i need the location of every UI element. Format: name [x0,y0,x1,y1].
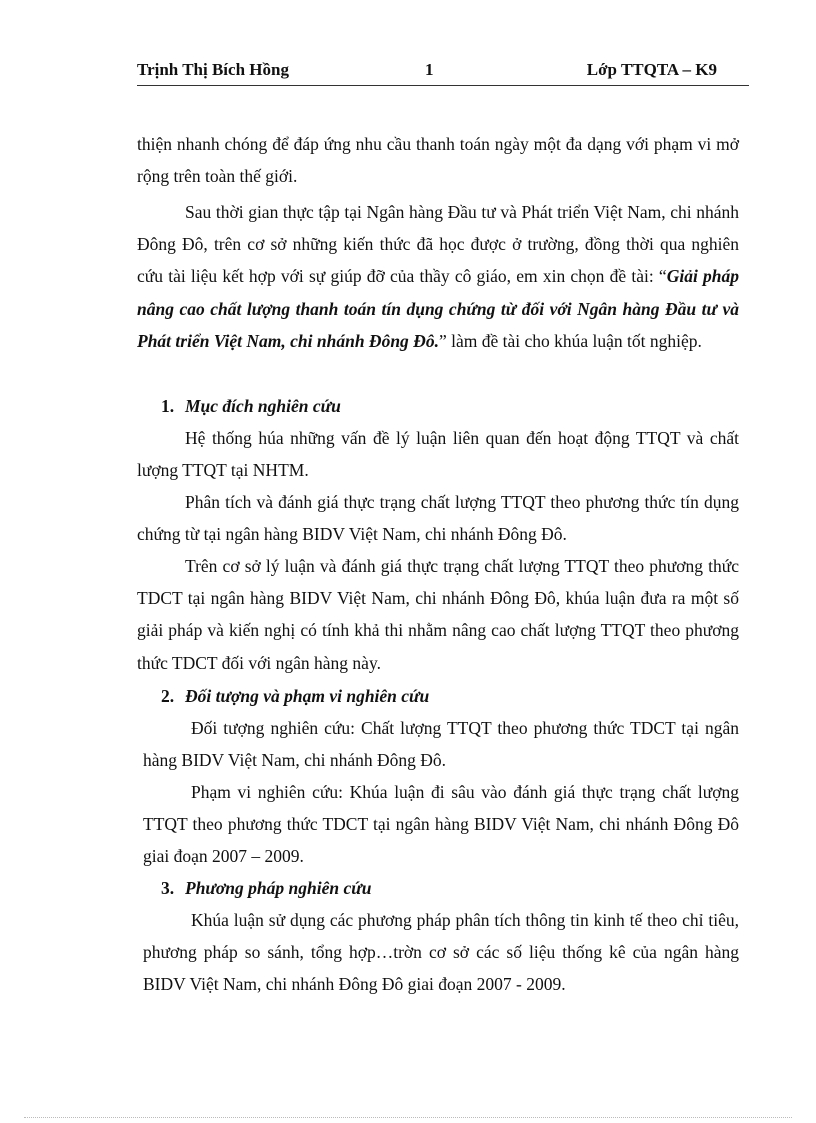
section-number: 1. [161,396,175,416]
section-title: Đối tượng và phạm vi nghiên cứu [185,686,430,706]
paragraph-methods-1: Khúa luận sử dụng các phương pháp phân tích thông tin kinh tế theo chỉ tiêu, phương pháp so sánh, tổng hợp…trờn cơ sở các số liệu thống kê của ngân hàng BIDV Việt Nam, chi nhánh Đông Đô giai đoạn 2007 - 2009. [143,910,739,995]
paragraph-scope-1: Đối tượng nghiên cứu: Chất lượng TTQT theo phương thức TDCT tại ngân hàng BIDV Việt Nam, chi nhánh Đông Đô. [143,718,739,771]
section-number: 3. [161,878,175,898]
header-class: Lớp TTQTA – K9 [586,60,717,79]
paragraph-scope-2: Phạm vi nghiên cứu: Khúa luận đi sâu vào đánh giá thực trạng chất lượng TTQT theo phương thức TDCT tại ngân hàng BIDV Việt Nam, chi nhánh Đông Đô giai đoạn 2007 – 2009. [143,782,739,867]
thesis-title: Giải pháp nâng cao chất lượng thanh toán tín dụng chứng từ đối với Ngân hàng Đầu tư và Phát triển Việt Nam, chi nhánh Đông Đô. [137,266,739,351]
section-title: Mục đích nghiên cứu [185,396,341,416]
header-author: Trịnh Thị Bích Hồng [137,60,289,79]
paragraph-purpose-2: Phân tích và đánh giá thực trạng chất lượng TTQT theo phương thức tín dụng chứng từ tại ngân hàng BIDV Việt Nam, chi nhánh Đông Đô. [137,492,739,545]
footer-dotted-line [24,1117,792,1118]
paragraph-purpose-1: Hệ thống húa những vấn đề lý luận liên quan đến hoạt động TTQT và chất lượng TTQT tại NHTM. [137,428,739,481]
page-header [137,58,749,88]
header-divider [137,85,749,86]
topic-intro-text: Sau thời gian thực tập tại Ngân hàng Đầu tư và Phát triển Việt Nam, chi nhánh Đông Đô, trên cơ sở những kiến thức đã học được ở trường, đồng thời qua nghiên cứu tài liệu kết hợp với sự giúp đỡ của thầy cô giáo, em xin chọn đề tài: “ [137,202,739,287]
paragraph-intro-continuation: thiện nhanh chóng để đáp ứng nhu cầu thanh toán ngày một đa dạng với phạm vi mở rộng trên toàn thế giới. [137,134,739,187]
section-heading-purpose [161,390,341,422]
paragraph-purpose-3: Trên cơ sở lý luận và đánh giá thực trạng chất lượng TTQT theo phương thức TDCT tại ngân hàng BIDV Việt Nam, chi nhánh Đông Đô, khúa luận đưa ra một số giải pháp và kiến nghị có tính khả thi nhằm nâng cao chất lượng TTQT theo phương thức TDCT đối với ngân hàng này. [137,556,739,673]
section-heading-methods [161,872,371,904]
paragraph-topic-selection [137,196,739,357]
topic-outro-text: ” làm đề tài cho khúa luận tốt nghiệp. [438,330,702,351]
section-number: 2. [161,686,175,706]
header-page-number: 1 [425,60,434,79]
section-heading-scope [161,680,429,712]
section-title: Phương pháp nghiên cứu [185,878,372,898]
